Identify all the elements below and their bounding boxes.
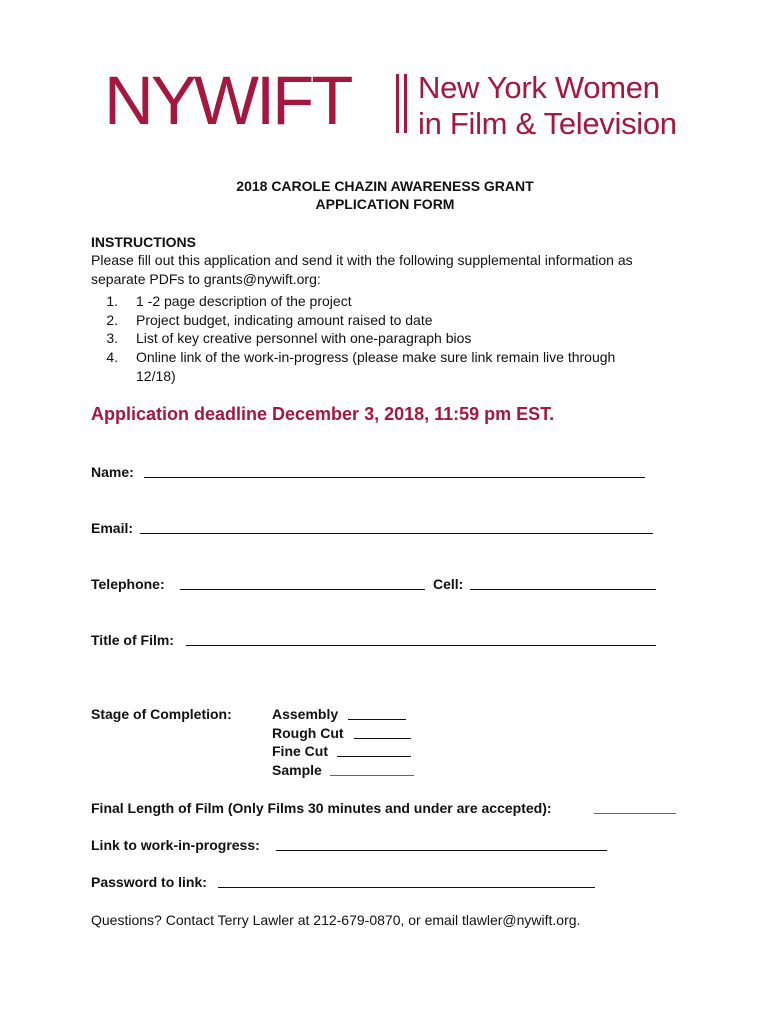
list-item-number: 4.: [106, 349, 118, 365]
title-of-film-label: Title of Film:: [91, 632, 174, 648]
logo-tagline-line1: New York Women: [418, 70, 660, 105]
form-title: 2018 CAROLE CHAZIN AWARENESS GRANT: [236, 178, 534, 194]
stage-option-label: Rough Cut: [272, 725, 344, 741]
password-label: Password to link:: [91, 874, 207, 890]
stage-option-label: Assembly: [272, 706, 339, 722]
final-length-field[interactable]: [594, 813, 676, 814]
list-item: Online link of the work-in-progress (please make sure link remain live through: [136, 349, 616, 365]
instructions-heading: INSTRUCTIONS: [91, 234, 196, 250]
stage-rough-cut-field[interactable]: [354, 738, 411, 739]
list-item: List of key creative personnel with one-paragraph bios: [136, 330, 472, 346]
logo-tagline-line2: in Film & Television: [418, 106, 677, 141]
name-label: Name:: [91, 464, 134, 480]
stage-option-label: Sample: [272, 762, 322, 778]
email-field[interactable]: [140, 533, 653, 534]
list-item: 1 -2 page description of the project: [136, 293, 352, 309]
list-item-continuation: 12/18): [136, 368, 176, 384]
cell-field[interactable]: [470, 589, 656, 590]
instructions-intro-line1: Please fill out this application and send it with the following supplemental information as: [91, 252, 633, 268]
list-item: Project budget, indicating amount raised to date: [136, 312, 433, 328]
logo-divider-bars: [396, 74, 409, 133]
link-field[interactable]: [276, 850, 607, 851]
application-deadline: Application deadline December 3, 2018, 11:59 pm EST.: [91, 404, 555, 424]
title-of-film-field[interactable]: [186, 645, 656, 646]
telephone-label: Telephone:: [91, 576, 165, 592]
link-label: Link to work-in-progress:: [91, 837, 260, 853]
list-item-number: 3.: [106, 330, 118, 346]
stage-sample-field[interactable]: [330, 775, 414, 776]
list-item-number: 1.: [106, 293, 118, 309]
final-length-label: Final Length of Film (Only Films 30 minutes and under are accepted):: [91, 800, 552, 816]
instructions-intro-line2: separate PDFs to grants@nywift.org:: [91, 271, 321, 287]
stage-of-completion-label: Stage of Completion:: [91, 706, 232, 722]
email-label: Email:: [91, 520, 134, 536]
cell-label: Cell:: [433, 576, 464, 592]
stage-fine-cut-field[interactable]: [337, 756, 411, 757]
questions-contact: Questions? Contact Terry Lawler at 212-679-0870, or email tlawler@nywift.org.: [91, 912, 581, 928]
telephone-field[interactable]: [180, 589, 425, 590]
stage-assembly-field[interactable]: [348, 719, 406, 720]
stage-option-label: Fine Cut: [272, 743, 328, 759]
list-item-number: 2.: [106, 312, 118, 328]
name-field[interactable]: [144, 477, 645, 478]
logo-wordmark: NYWIFT: [104, 62, 351, 139]
form-subtitle: APPLICATION FORM: [315, 196, 455, 212]
password-field[interactable]: [218, 887, 595, 888]
